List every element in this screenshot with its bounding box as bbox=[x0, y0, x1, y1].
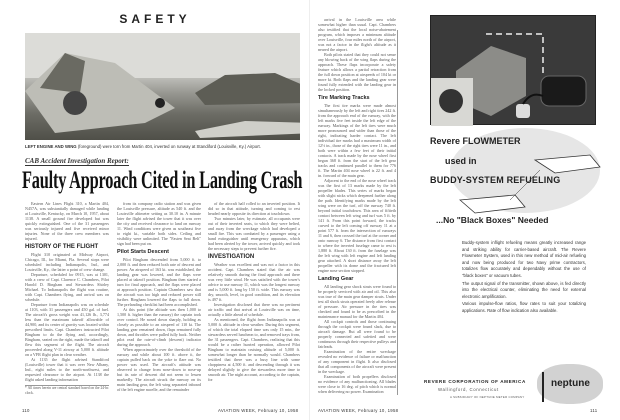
article-column-3: of the aircraft half rolled to an inverted position. It did so in that attitude, turning and coming to rest headed nearly opposite its direction at touchdown. Two minutes later, by estimate, all occupants were out of their inverted seats, to which they were belted, and away from the wreckage which had developed a small fire. This was combated by a passenger using a hand extinguisher until emergency apparatus, which had been alerted by the tower, arrived quickly and took the necessary steps to prevent further fire. INVESTIGATION Weather was excellent and was not a factor in this accident. Capt. Chambers stated that the air was relatively smooth during the final approach and there was very little wind. He was satisfied with the tower's advice to use runway 11, which was the longest runway and is 5,000 ft. long by 150 ft. wide. This runway was dry, smooth, level, in good condition, and its elevation is 497 ft. Investigation disclosed that there was no pertinent air traffic and that arrival at Louisville was on time, actually a little ahead of schedule. As mentioned, the flight from Indianapolis was at 5,000 ft. altitude in clear weather. During this segment, of which the total elapsed time was only 15 min., the stewardess served luncheon to, and removed trays from, the 31 passengers. Capt. Chambers, realizing that this would be a rather hurried operation, allowed Pilot Bingham to maintain cruising altitude of 5,000 ft. somewhat longer than he normally would. Chambers testified that there was a busy line with some choppiness at 4,500 ft. and descending through it was delayed slightly to give the stewardess more time to smooth air. The night account, according to the captain, for bbox=[208, 201, 300, 382]
article-column-4: arrival in the Louisville area while somewhat higher than usual. Capt. Chambers also testified that the local noise-abatement program, which imposes a minimum altitude over Louisville, four miles north of the airport, was not a factor in the flight's altitude as it neared the airport. Both pilots stated that they could not sense any blowing back of the wing flaps during the approach. These flaps incorporate a safety feature which allows a partial retraction from the full down position at airspeeds of 104 kt or more kt. Both flaps and the landing gear were found fully extended with the landing gear in the locked position. Tire Marking Tracks The first tire marks were made almost simultaneously by the left and right tires 242 ft. from the approach end of the runway, with the left marks five feet inside the left edge of the runway. Markings of the left tires were much more pronounced and wider than those of the right, indicating harder contact. The left individual tire marks had a maximum width of 12½ in., those of the right tires were 11 in., and both were within a few feet of their initial contacts. A track made by the nose wheel first began 368 ft. from the start of the left gear tracks and continued parallel to them for 776 ft. The Martin 404 nose wheel is 22 ft. and 4 in. forward of the main gear. Adjacent to the end of the nose wheel track was the first of 13 marks made by the left propeller blades. This series of marks began with slight nicks which deepened further along the path. Identifying marks made by the left wing were on the turf, off the runway 740 ft. beyond initial touchdown. This area of fiftieth contact between left wing and turf was 5 ft. by 141 ft. From this point forward, the tracks curved to the left coming off runway 11 at a point 577 ft. from the intersection of runways 11 and 6, then crossed the turf at the corner and onto runway 6. The distance from first contact to where the inverted fuselage came to rest is 1,880 ft. About 130 ft. from the fuselage was the left wing with left engine and left landing gear attached. A short distance away the left propeller with its dome and the fractured left engine nose section stopped. Landing Gear All landing gear shock struts were found to be properly serviced with air and oil. This also was true of the main gear damper struts. Under test all shock struts operated freely after release of pressure. Air pressure in the tires was checked and found to be as prescribed in the maintenance manual for the Martin 404. All cockpit controls and those continuing through the cockpit were found slack, due to aircraft damage. But all were found to be properly connected and safetied and were continuous through their respective pulleys and fairleads. Examination of the entire wreckage revealed no evidence of failure or malfunction of any component in flight. It also disclosed that all components of the aircraft were present in the wreckage. Examination of both propellers disclosed no evidence of any malfunctioning. All blades were close to 16 deg. of pitch which is normal when delivering no power. Examination bbox=[318, 17, 396, 394]
advertiser-name: REVERE CORPORATION OF AMERICA bbox=[424, 379, 526, 384]
ad-title-flowmeter: Revere FLOWMETER bbox=[430, 136, 521, 146]
flowmeter-illustration bbox=[431, 16, 597, 126]
footnote: * All times herein are central standard based on the 24-hr. clock. bbox=[25, 386, 109, 395]
ad-title-refueling: BUDDY-SYSTEM REFUELING bbox=[430, 175, 561, 185]
footer-left: AVIATION WEEK, February 10, 1958 bbox=[218, 408, 299, 413]
ad-column-rule bbox=[397, 30, 398, 395]
landing-gear-heading: Landing Gear bbox=[318, 276, 354, 282]
page-number-right: 111 bbox=[590, 408, 598, 413]
investigation-heading: INVESTIGATION bbox=[208, 254, 255, 260]
page-gutter bbox=[309, 0, 310, 420]
tire-tracks-heading: Tire Marking Tracks bbox=[318, 95, 370, 101]
article-headline: Faulty Approach Cited in Landing Crash bbox=[22, 167, 303, 194]
crash-wreckage-photo bbox=[25, 33, 300, 140]
ad-tagline: ...No "Black Boxes" Needed bbox=[436, 215, 549, 225]
neptune-logo-trident bbox=[542, 372, 544, 402]
advertiser-location: Wallingford, Connecticut bbox=[438, 387, 499, 392]
article-column-2: from its company radio station and was given the Louisville pressure, altitude as 540 ft. and the Louisville altimeter setting as 30.10 in. A minute later the flight advised the tower that it was over the city and received clearance to land on runway 11. Wind conditions were given as southeast five to eight kt., variable both sides. Ceiling and visibility were unlimited. The "Fasten Seat Belt" sign had been put on. Pilot Starts Descent Pilot Bingham descended from 5,000 ft. to 2,000 ft. and then reduced both rate of descent and power. An airspeed of 163 kt. was established, the landing gear was lowered, and the flaps were placed at takeoff position. Bingham then started a turn for final approach, and the flaps were placed at approach position. Captain Chambers saw that the aircraft was too high and reduced power still further. Bingham lowered the flaps to full down. The prelanding checklist had been accomplished. At this point (the altitude was then 1,000 to 1,500 ft. higher than the runway) the captain took over control. He nosed down sharply, holding as closely as possible to an airspeed of 110 kt. The landing gear remained down, flaps remained fully down, and throttles were pulled fully back. Neither pilot read the rate-of-climb (descent) indicator during the approach. When approximately over the threshold of the runway and while about 100 ft. above it, the captain pulled back on the yoke to flare out. No power was used. The aircraft's attitude was observed to change from nose-down to nose-up but its rate of descent did not seem to lessen markedly. The aircraft struck the runway on its main landing gear, the left wing separated inboard of the left engine nacelle, and the remainder bbox=[117, 201, 201, 392]
descent-heading: Pilot Starts Descent bbox=[117, 249, 169, 255]
history-heading: HISTORY OF THE FLIGHT bbox=[25, 244, 99, 250]
neptune-logo: neptune bbox=[551, 378, 590, 389]
flowmeter-product-photo bbox=[430, 15, 596, 125]
photo-caption: LEFT ENGINE AND WING (foreground) were torn from Martin 404, inverted on runway at Standiford (Louisville, Ky.) Airport. bbox=[25, 144, 261, 149]
section-title: SAFETY bbox=[119, 12, 191, 26]
article-kicker: CAB Accident Investigation Report: bbox=[25, 157, 129, 165]
footer-right: AVIATION WEEK, February 10, 1958 bbox=[318, 408, 399, 413]
ad-body-text: Buddy-system inflight refueling means greatly increased range and striking ability for carrier-based aircraft. The Revere Flowmeter System, used in this new method of mid-air refueling and now being produced for two Navy prime contractors, totalizes flow accurately and dependably without the use of "black boxes" or vacuum tubes. The output signal of the transmitter, shown above, is fed directly into the electrical counter, eliminating the need for external electronic amplification. Various impulse-flow ratios, flow rates to suit your totalizing applications. Rate of flow indication also available. bbox=[462, 240, 586, 313]
advertiser-subsidiary: A SUBSIDIARY OF NEPTUNE METER COMPANY bbox=[450, 395, 525, 399]
ad-title-used-in: used in bbox=[445, 156, 477, 166]
wreckage-illustration bbox=[25, 33, 300, 140]
page-number-left: 110 bbox=[22, 408, 30, 413]
article-column-1: Eastern Air Lines Flight 310, a Martin 404, N457A, was substantially damaged while landing at Louisville, Kentucky, on March 10, 1957, about 1138. A small ground fire developed but was quickly extinguished. One of the 31 passengers was seriously injured and five received minor injuries. None of the three crew members was injured. HISTORY OF THE FLIGHT Flight 310 originated at Midway Airport, Chicago, Ill., for Miami, Fla. Several stops were scheduled including Indianapolis, Ind., and Louisville, Ky., the latter a point of crew change. Departure, scheduled for 0915, was at 1301, with a crew of Capt. Clarence C. Chambers, Pilot Harold D. Bingham and Stewardess Shirley Michael. To Indianapolis the flight was routine, with Capt. Chambers flying, and arrival was on schedule. Departure from Indianapolis was on schedule at 1103, with 31 passengers and 450 gal. of fuel. The aircraft's gross weight was 41,126 lb., 3,774 less than the maximum takeoff allowable of 44,900, and its center of gravity was located within prescribed limits. Capt. Chambers instructed Pilot Bingham to do the flying and, accordingly, Bingham, seated on the right, made the takeoff and flew this segment of the flight. The aircraft proceeded along V-11 airway at 5,000 ft. altitude on a VFR flight plan in clear weather. At 1135 the flight advised Standiford (Louisville) tower that it was over New Albany, Ind., eight miles to the north-northwest, and requested clearance to the airport. At 1138 the flight asked landing information * All times herein are central standard based on the 24-hr. clock. bbox=[25, 201, 109, 395]
